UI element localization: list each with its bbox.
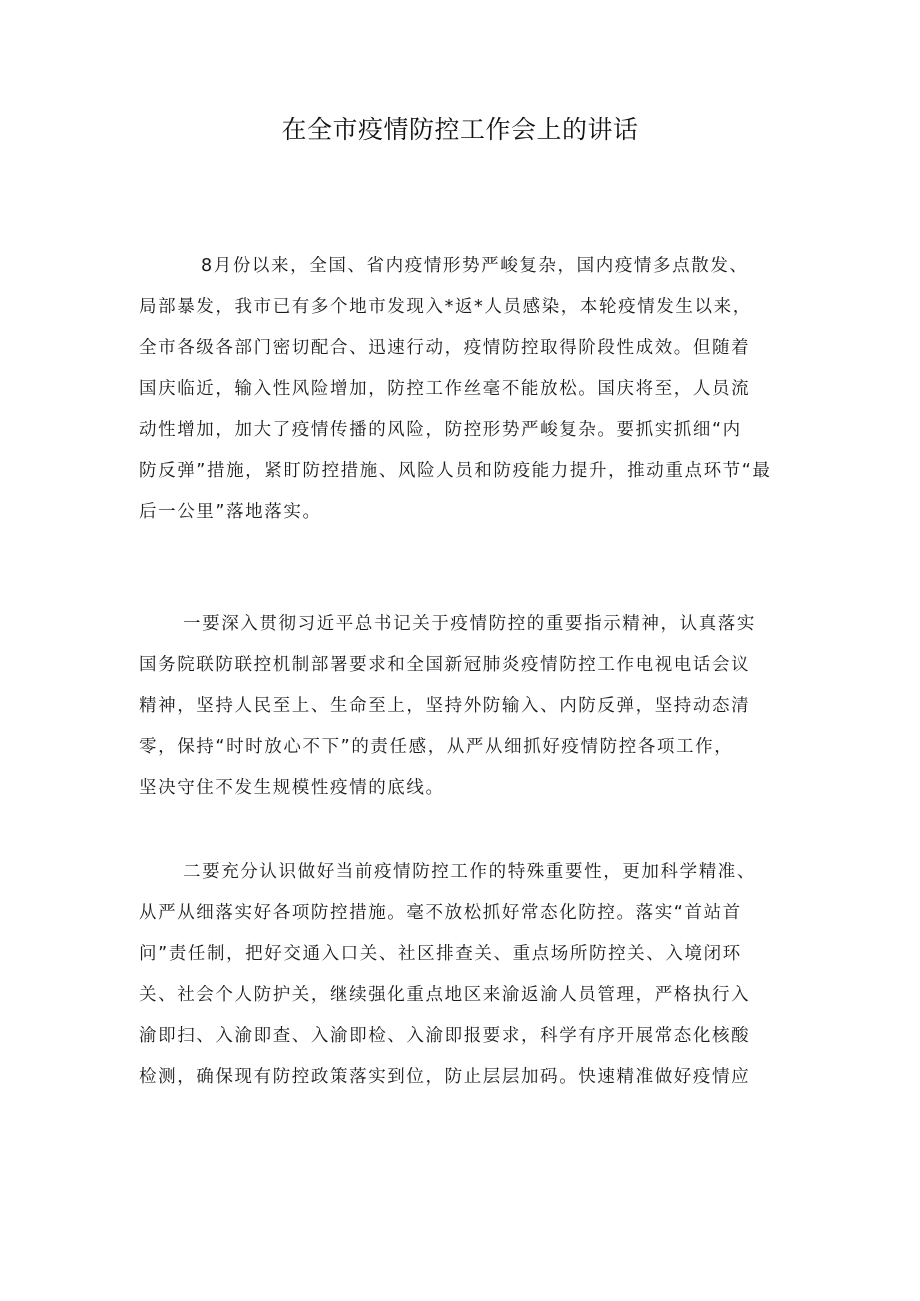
paragraph-line: 局部暴发，我市已有多个地市发现入*返*人员感染，本轮疫情发生以来， [139,297,752,317]
paragraph-line: 坚决守住不发生规模性疫情的底线。 [139,778,445,798]
paragraph-1 [139,246,795,533]
paragraph-line: 问”责任制，把好交通入口关、社区排查关、重点场所防控关、入境闭环 [139,944,742,964]
paragraph-line: 零，保持“时时放心不下”的责任感，从严从细抓好疫情防控各项工作， [139,737,734,757]
paragraph-line: 动性增加，加大了疫情传播的风险，防控形势严峻复杂。要抓实抓细“内 [139,420,742,440]
paragraph-line: 后一公里”落地落实。 [139,502,322,522]
paragraph-line: 国务院联防联控机制部署要求和全国新冠肺炎疫情防控工作电视电话会议 [139,655,751,675]
paragraph-line: 防反弹”措施，紧盯防控措施、风险人员和防疫能力提升，推动重点环节“最 [139,461,772,481]
paragraph-line: 关、社会个人防护关，继续强化重点地区来渝返渝人员管理，严格执行入 [139,985,751,1005]
paragraph-3 [139,852,795,1098]
paragraph-line: 检测，确保现有防控政策落实到位，防止层层加码。快速精准做好疫情应 [139,1067,751,1087]
paragraph-line: 从严从细落实好各项防控措施。毫不放松抓好常态化防控。落实“首站首 [139,903,742,923]
paragraph-2 [139,604,795,809]
paragraph-line: 一要深入贯彻习近平总书记关于疫情防控的重要指示精神，认真落实 [183,614,756,634]
paragraph-line: 渝即扫、入渝即查、入渝即检、入渝即报要求，科学有序开展常态化核酸 [139,1026,751,1046]
paragraph-line: 8月份以来，全国、省内疫情形势严峻复杂，国内疫情多点散发、 [201,256,749,276]
document-title: 在全市疫情防控工作会上的讲话 [281,115,639,144]
paragraph-line: 精神，坚持人民至上、生命至上，坚持外防输入、内防反弹，坚持动态清 [139,696,751,716]
paragraph-line: 二要充分认识做好当前疫情防控工作的特殊重要性，更加科学精准、 [183,862,756,882]
paragraph-line: 国庆临近，输入性风险增加，防控工作丝毫不能放松。国庆将至，人员流 [139,379,751,399]
paragraph-line: 全市各级各部门密切配合、迅速行动，疫情防控取得阶段性成效。但随着 [139,338,751,358]
